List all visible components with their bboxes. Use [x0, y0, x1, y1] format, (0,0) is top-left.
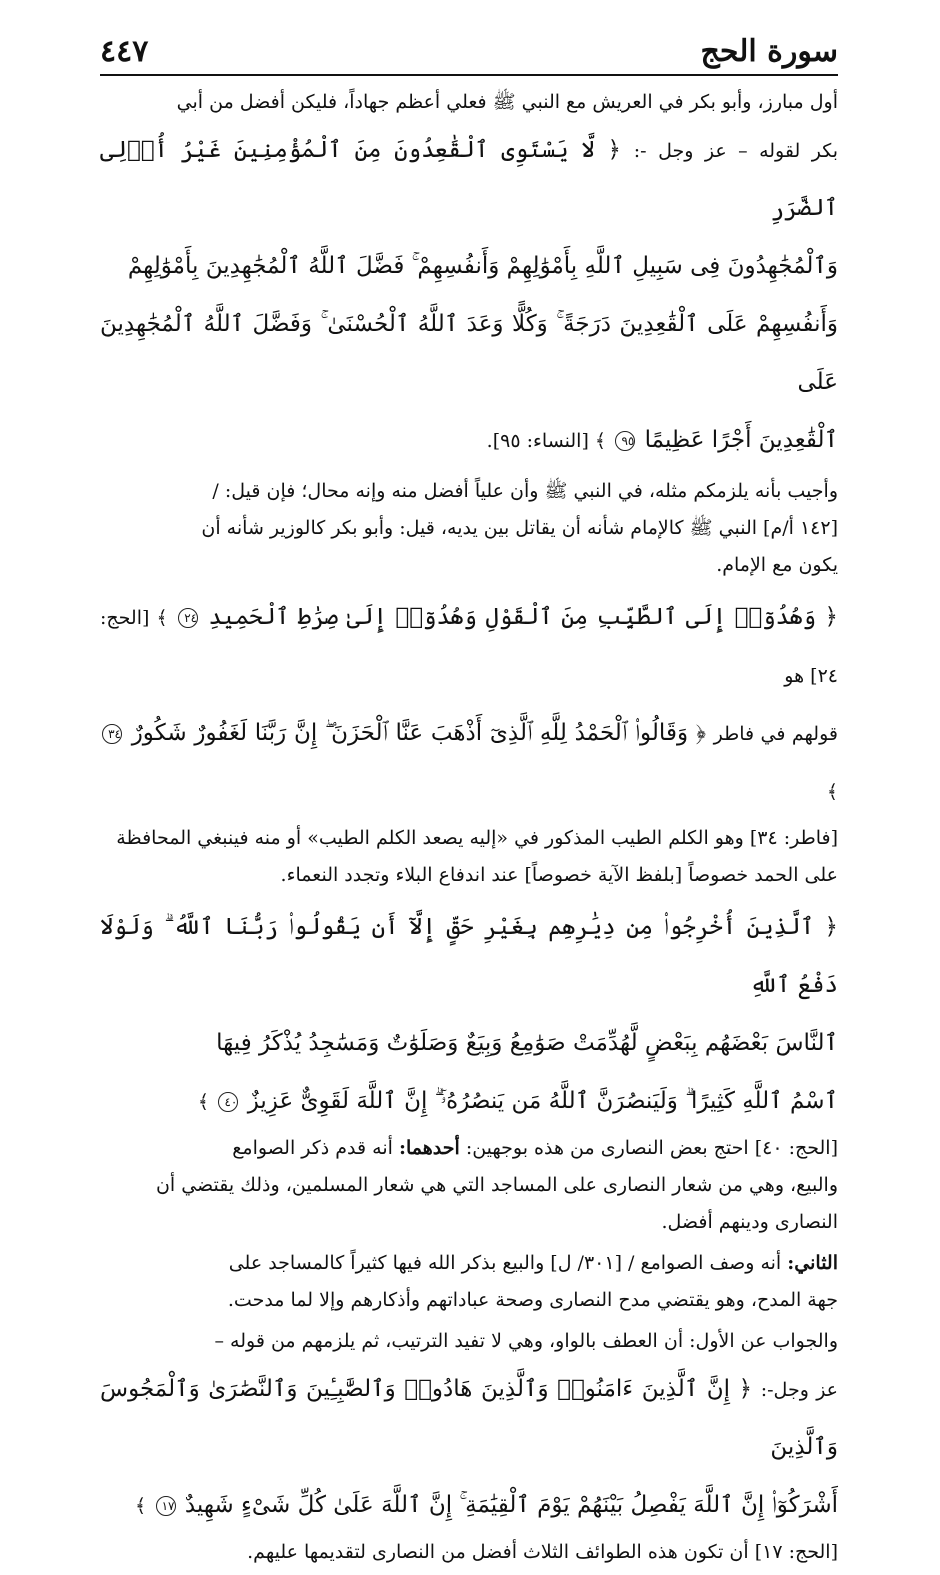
text-line [100, 1245, 838, 1282]
text-line [100, 84, 838, 121]
quran-text: أَشْرَكُوٓا۟ إِنَّ ٱللَّهَ يَفْصِلُ بَيْنَهُمْ يَوْمَ ٱلْقِيَٰمَةِ ۚ إِنَّ ٱللَّهَ عَلَىٰ كُلِّ شَىْءٍ شَهِيدٌ [184, 1492, 838, 1518]
text-line [100, 1204, 838, 1241]
prose-text: عز وجل-: [760, 1379, 839, 1401]
quran-text: ٱلنَّاسَ بَعْضَهُم بِبَعْضٍ لَّهُدِّمَتْ صَوَٰمِعُ وَبِيَعٌ وَصَلَوَٰتٌ وَمَسَٰجِدُ يُذْكَرُ فِيهَا [216, 1030, 838, 1056]
ayah-number-icon: ٣٤ [102, 724, 122, 744]
prose-text: على الحمد خصوصاً [بلفظ الآية خصوصاً] عند اندفاع البلاء وتجدد النعماء. [280, 864, 838, 886]
ayah-number-icon: ٩٥ [615, 431, 635, 451]
prose-text: وأجيب بأنه يلزمكم مثله، في النبي ﷺ وأن علياً أفضل منه وإنه محال؛ فإن قيل: / [212, 480, 838, 502]
prose-text: جهة المدح، وهو يقتضي مدح النصارى وصحة عباداتهم وأذكارهم وإلا لما مدحت. [227, 1289, 838, 1311]
quran-text: ﴿ إِنَّ ٱلَّذِينَ ءَامَنُوا۟ وَٱلَّذِينَ هَادُوا۟ وَٱلصَّٰبِـِٔينَ وَٱلنَّصَٰرَىٰ وَٱلْمَجُوسَ وَٱلَّذِينَ [100, 1376, 838, 1460]
page-header [100, 28, 838, 76]
prose-text: [الحج: ٤٠] احتج بعض النصارى من هذه بوجهين: [465, 1137, 838, 1159]
bold-term: الثاني: [787, 1252, 838, 1274]
text-line [100, 547, 838, 584]
paragraph [100, 473, 838, 584]
text-line [100, 1323, 838, 1360]
prose-text: ﴾ [135, 1495, 147, 1517]
prose-text: النصارى ودينهم أفضل. [661, 1211, 838, 1233]
text-line [100, 820, 838, 857]
text-line [100, 588, 838, 704]
quran-text: ﴿ وَقَالُوا۟ ٱلْحَمْدُ لِلَّهِ ٱلَّذِىٓ أَذْهَبَ عَنَّا ٱلْحَزَنَ ۖ إِنَّ رَبَّنَا لَغَفُورٌ شَكُورٌ [131, 720, 706, 746]
paragraph [100, 588, 838, 894]
ayah-number-icon: ٤٠ [218, 1092, 238, 1112]
text-line [100, 121, 838, 237]
quran-text: ٱلْقَٰعِدِينَ أَجْرًا عَظِيمًا [644, 427, 838, 453]
text-line [100, 1534, 838, 1571]
text-line [100, 857, 838, 894]
prose-text: ﴾ [الحج: ٢٤] هو [100, 607, 838, 687]
page-number: ٤٤٧ [100, 34, 149, 69]
text-line [100, 1476, 838, 1534]
surah-title: سورة الحج [700, 34, 838, 69]
text-line [100, 1014, 838, 1072]
quran-text: ٱسْمُ ٱللَّهِ كَثِيرًا ۗ وَلَيَنصُرَنَّ ٱللَّهُ مَن يَنصُرُهُۥٓ ۗ إِنَّ ٱللَّهَ لَقَوِىٌّ عَزِيزٌ [247, 1088, 838, 1114]
bold-term: أحدهما: [398, 1137, 460, 1159]
text-line [100, 1282, 838, 1319]
prose-text: يكون مع الإمام. [716, 554, 838, 576]
prose-text: قولهم في فاطر [713, 723, 838, 745]
page [100, 28, 838, 1575]
text-line [100, 1072, 838, 1130]
prose-text: بكر لقوله – عز وجل -: [633, 140, 838, 162]
text-line [100, 704, 838, 820]
text-line [100, 510, 838, 547]
prose-text: والجواب عن الأول: أن العطف بالواو، وهي لا تفيد الترتيب، ثم يلزمهم من قوله – [214, 1330, 838, 1352]
ayah-number-icon: ٢٤ [178, 608, 198, 628]
prose-text: ﴾ [النساء: ٩٥]. [486, 430, 607, 452]
text-line [100, 1167, 838, 1204]
paragraph [100, 1323, 838, 1571]
text-line [100, 411, 838, 469]
quran-text: وَٱلْمُجَٰهِدُونَ فِى سَبِيلِ ٱللَّهِ بِأَمْوَٰلِهِمْ وَأَنفُسِهِمْ ۚ فَضَّلَ ٱللَّهُ ٱلْمُجَٰهِدِينَ بِأَمْوَٰلِهِمْ [127, 253, 838, 279]
prose-text: أنه وصف الصوامع / [٣٠١/ ل] والبيع بذكر الله فيها كثيراً كالمساجد على [228, 1252, 782, 1274]
quran-text: ﴿ ٱلَّذِينَ أُخْرِجُوا۟ مِن دِيَٰرِهِم بِغَيْرِ حَقٍّ إِلَّآ أَن يَقُولُوا۟ رَبُّنَا ٱللَّهُ ۗ وَلَوْلَا دَفْعُ ٱللَّهِ [100, 914, 838, 998]
paragraph [100, 84, 838, 469]
prose-text: [الحج: ١٧] أن تكون هذه الطوائف الثلاث أفضل من النصارى لتقديمها عليهم. [247, 1541, 838, 1563]
prose-text: [فاطر: ٣٤] وهو الكلم الطيب المذكور في «إليه يصعد الكلم الطيب» أو منه فينبغي المحافظة [116, 827, 838, 849]
prose-text: ﴾ [197, 1091, 210, 1113]
text-line [100, 237, 838, 295]
page-body [100, 84, 838, 1571]
text-line [100, 1130, 838, 1167]
text-line [100, 1360, 838, 1476]
quran-text: ﴿ لَّا يَسْتَوِى ٱلْقَٰعِدُونَ مِنَ ٱلْمُؤْمِنِينَ غَيْرُ أُو۟لِى ٱلضَّرَرِ [100, 137, 838, 221]
quran-text: ﴿ وَهُدُوٓا۟ إِلَى ٱلطَّيِّبِ مِنَ ٱلْقَوْلِ وَهُدُوٓا۟ إِلَىٰ صِرَٰطِ ٱلْحَمِيدِ [208, 604, 838, 630]
prose-text: أول مبارز، وأبو بكر في العريش مع النبي ﷺ فعلي أعظم جهاداً، فليكن أفضل من أبي [176, 91, 838, 113]
quran-text: وَأَنفُسِهِمْ عَلَى ٱلْقَٰعِدِينَ دَرَجَةً ۚ وَكُلًّا وَعَدَ ٱللَّهُ ٱلْحُسْنَىٰ ۚ وَفَضَّلَ ٱللَّهُ ٱلْمُجَٰهِدِينَ عَلَى [100, 311, 838, 395]
text-line [100, 473, 838, 510]
paragraph [100, 898, 838, 1241]
paragraph [100, 1245, 838, 1319]
text-line [100, 295, 838, 411]
text-line [100, 898, 838, 1014]
ayah-number-icon: ١٧ [156, 1496, 176, 1516]
prose-text: [١٤٢ أ/م] النبي ﷺ كالإمام شأنه أن يقاتل بين يديه، قيل: وأبو بكر كالوزير شأنه أن [201, 517, 838, 539]
prose-text: والبيع، وهي من شعار النصارى على المساجد التي هي شعار المسلمين، وذلك يقتضي أن [155, 1174, 838, 1196]
prose-text: أنه قدم ذكر الصوامع [232, 1137, 393, 1159]
prose-text: ﴾ [826, 781, 838, 803]
